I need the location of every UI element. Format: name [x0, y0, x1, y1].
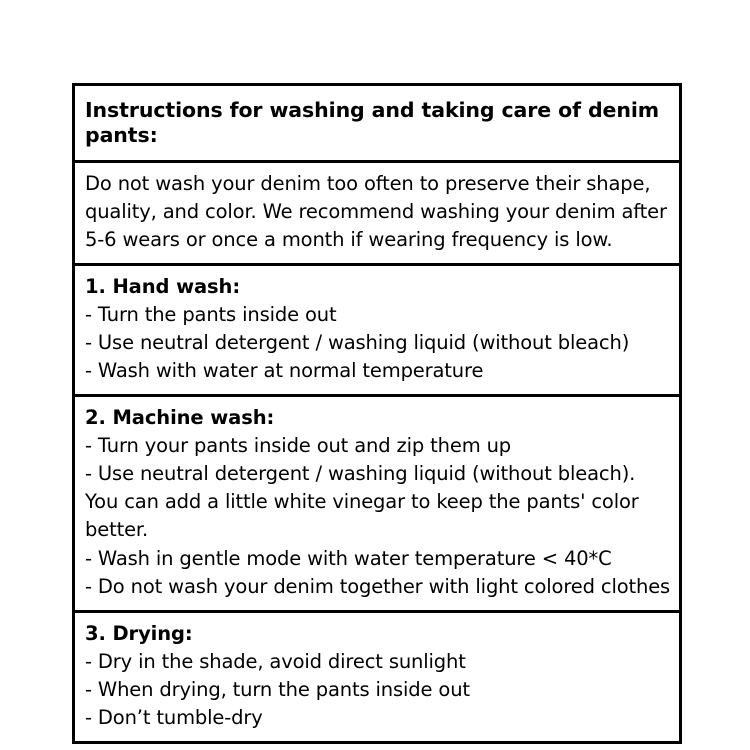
- list-item: - Dry in the shade, avoid direct sunlight: [85, 649, 466, 673]
- care-instructions-table: [72, 83, 682, 744]
- list-item: - When drying, turn the pants inside out: [85, 677, 470, 701]
- intro-paragraph: Do not wash your denim too often to preserve their shape, quality, and color. We recommend washing your denim after 5-6 wears or once a month if wearing frequency is low.: [85, 172, 667, 251]
- list-item: - Turn your pants inside out and zip them up: [85, 434, 512, 458]
- section-heading-drying: 3. Drying:: [85, 621, 193, 645]
- list-item: - Wash in gentle mode with water temperature < 40*C: [85, 546, 612, 570]
- section-heading-hand-wash: 1. Hand wash:: [85, 274, 241, 298]
- section-heading-machine-wash: 2. Machine wash:: [85, 406, 275, 430]
- table-row-intro: [75, 163, 679, 266]
- table-row-hand-wash: [75, 266, 679, 397]
- list-item: - Do not wash your denim together with light colored clothes: [85, 574, 671, 598]
- table-row-title: [75, 86, 679, 163]
- page-title: Instructions for washing and taking care of denim pants:: [85, 98, 660, 147]
- list-item: - Turn the pants inside out: [85, 302, 337, 326]
- table-row-drying: [75, 613, 679, 741]
- list-item: - Wash with water at normal temperature: [85, 359, 484, 383]
- list-item: - Don’t tumble-dry: [85, 705, 263, 729]
- table-row-machine-wash: [75, 397, 679, 613]
- list-item: - Use neutral detergent / washing liquid (without bleach). You can add a little white vinegar to keep the pants' color better.: [85, 462, 639, 542]
- list-item: - Use neutral detergent / washing liquid (without bleach): [85, 330, 630, 354]
